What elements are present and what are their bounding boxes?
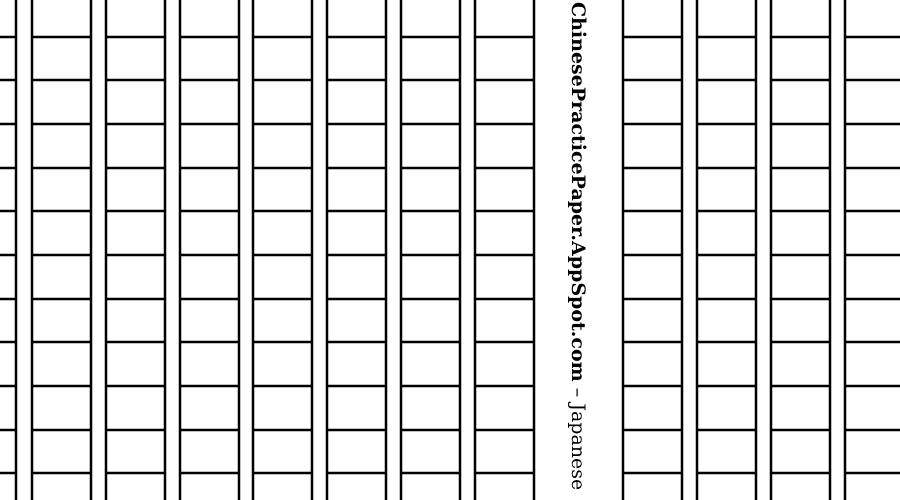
watermark-label (567, 2, 589, 490)
language-label: Japanese (567, 403, 589, 491)
site-name: ChinesePracticePaper.AppSpot.com (567, 2, 589, 382)
separator: – (567, 381, 589, 404)
